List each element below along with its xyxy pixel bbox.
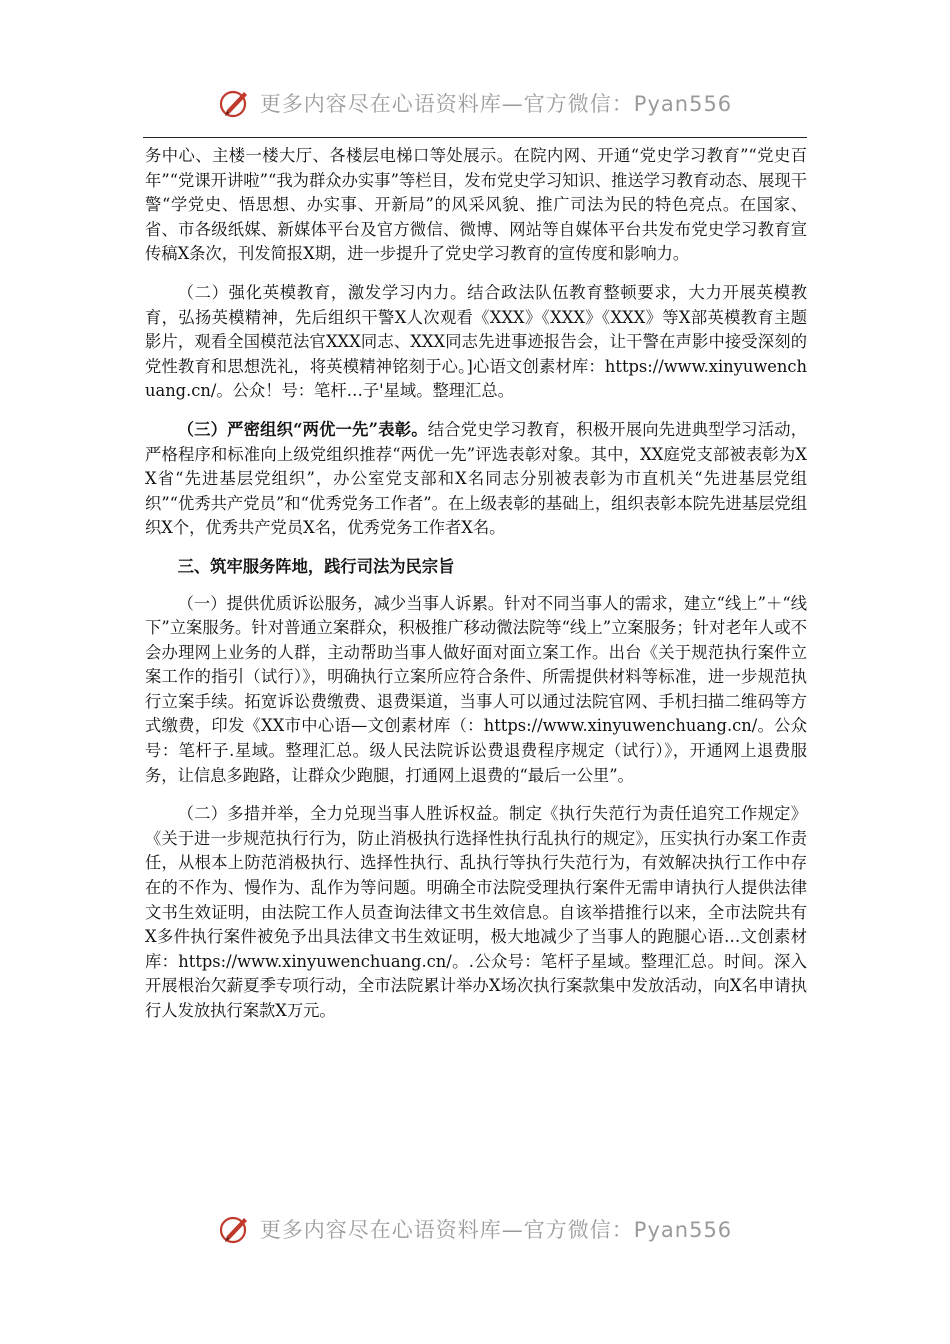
pen-circle-logo-icon <box>218 86 252 120</box>
header-divider <box>143 137 807 138</box>
paragraph-3-text: 结合党史学习教育，积极开展向先进典型学习活动，严格程序和标准向上级党组织推荐“两优一先”评选表彰对象。其中，XX庭党支部被表彰为XX省“先进基层党组织”，办公室党支部和X名同志分别被表彰为市直机关“先进基层党组织”“优秀共产党员”和“优秀党务工作者”。在上级表彰的基础上，组织表彰本院先进基层党组织X个，优秀共产党员X名，优秀党务工作者X名。 <box>145 419 807 538</box>
footer-banner <box>0 1206 950 1252</box>
paragraph-5: （二）多措并举，全力兑现当事人胜诉权益。制定《执行失范行为责任追究工作规定》《关于进一步规范执行行为，防止消极执行选择性执行乱执行的规定》，压实执行办案工作责任，从根本上防范消极执行、选择性执行、乱执行等执行失范行为，有效解决执行工作中存在的不作为、慢作为、乱作为等问题。明确全市法院受理执行案件无需申请执行人提供法律文书生效证明，由法院工作人员查询法律文书生效信息。自该举措推行以来，全市法院共有X多件执行案件被免予出具法律文书生效证明，极大地减少了当事人的跑腿心语…文创素材库：https://www.xinyuwenchuang.cn/。.公众号：笔杆子星域。整理汇总。时间。深入开展根治欠薪夏季专项行动，全市法院累计举办X场次执行案款集中发放活动，向X名申请执行人发放执行案款X万元。 <box>145 804 807 1020</box>
header-banner <box>0 80 950 126</box>
paragraph-3 <box>145 418 807 541</box>
paragraph-1: 务中心、主楼一楼大厅、各楼层电梯口等处展示。在院内网、开通“党史学习教育”“党史百年”“党课开讲啦”“我为群众办实事”等栏目，发布党史学习知识、推送学习教育动态、展现干警“学党史、悟思想、办实事、开新局”的风采风貌、推广司法为民的特色亮点。在国家、省、市各级纸媒、新媒体平台及官方微信、微博、网站等自媒体平台共发布党史学习教育宣传稿X条次，刊发简报X期，进一步提升了党史学习教育的宣传度和影响力。 <box>145 146 807 264</box>
pen-circle-logo-icon <box>218 1212 252 1246</box>
document-body <box>145 144 807 1038</box>
paragraph-4: （一）提供优质诉讼服务，减少当事人诉累。针对不同当事人的需求，建立“线上”＋“线下”立案服务。针对普通立案群众，积极推广移动微法院等“线上”立案服务；针对老年人或不会办理网上业务的人群，主动帮助当事人做好面对面立案工作。出台《关于规范执行案件立案工作的指引（试行）》，明确执行立案所应符合条件、所需提供材料等标准，进一步规范执行立案手续。拓宽诉讼费缴费、退费渠道，当事人可以通过法院官网、手机扫描二维码等方式缴费，印发《XX市中心语—文创素材库（：https://www.xinyuwenchuang.cn/。公众号：笔杆子.星域。整理汇总。级人民法院诉讼费退费程序规定（试行）》，开通网上退费服务，让信息多跑路，让群众少跑腿，打通网上退费的“最后一公里”。 <box>145 593 807 785</box>
section-heading-3: 三、筑牢服务阵地，践行司法为民宗旨 <box>177 556 455 576</box>
paragraph-2: （二）强化英模教育，激发学习内力。结合政法队伍教育整顿要求，大力开展英模教育，弘扬英模精神，先后组织干警X人次观看《XXX》《XXX》《XXX》等X部英模教育主题影片，观看全国模范法官XXX同志、XXX同志先进事迹报告会，让干警在声影中接受深刻的党性教育和思想洗礼，将英模精神铭刻于心。]心语文创素材库：https://www.xinyuwenchuang.cn/。公众！号：笔杆…子'星域。整理汇总。 <box>145 282 807 401</box>
footer-banner-text: 更多内容尽在心语资料库—官方微信：Pyan556 <box>259 1218 733 1242</box>
header-banner-text: 更多内容尽在心语资料库—官方微信：Pyan556 <box>259 92 733 116</box>
paragraph-3-lead: （三）严密组织“两优一先”表彰。 <box>177 419 428 439</box>
